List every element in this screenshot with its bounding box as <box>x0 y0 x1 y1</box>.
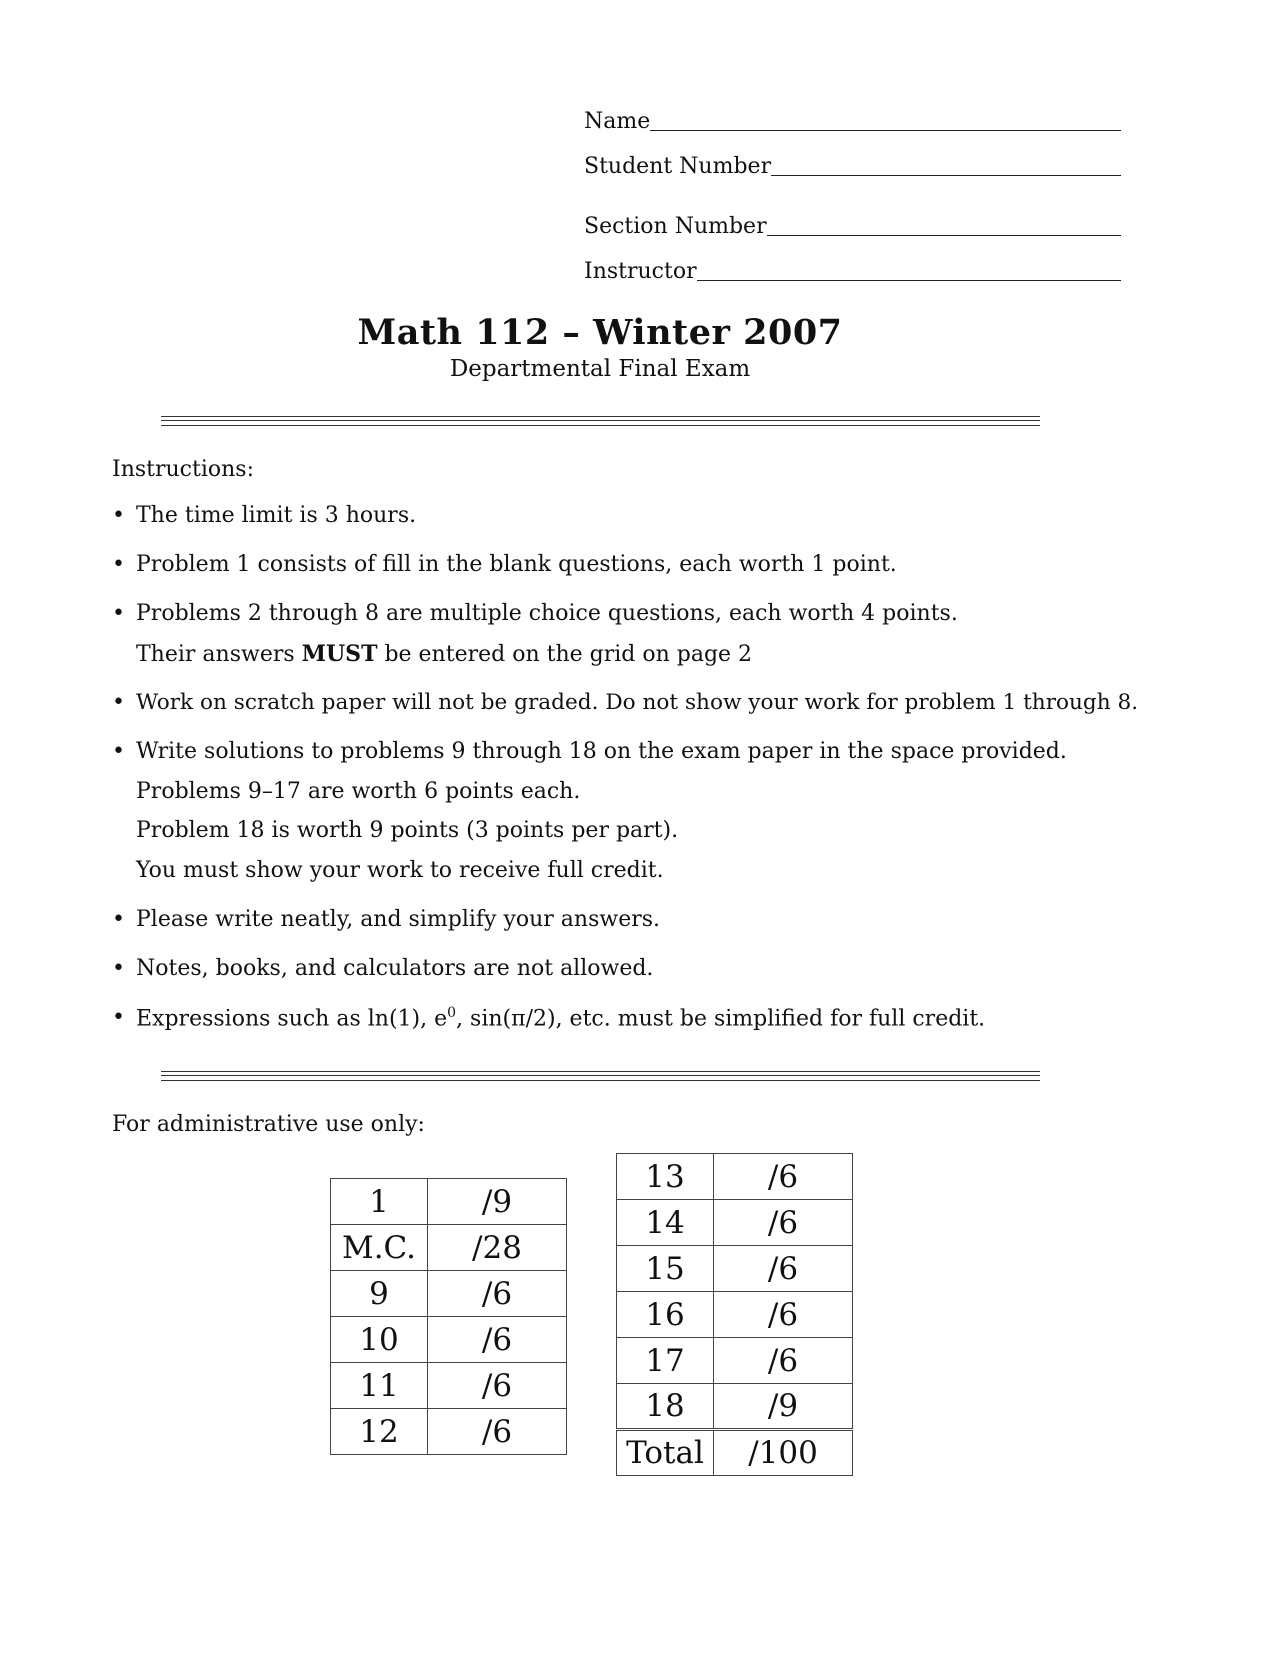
student-number-label: Student Number <box>584 154 772 179</box>
divider-bottom <box>161 1071 1040 1082</box>
problem-number-cell: M.C. <box>331 1225 428 1271</box>
simplify-suffix: , sin(π/2), etc. must be simplified for full credit. <box>456 1006 986 1032</box>
problem-number-cell: Total <box>617 1430 714 1476</box>
section-number-label: Section Number <box>584 214 767 239</box>
score-row <box>617 1384 853 1430</box>
answer-grid-emphasis: MUST <box>301 641 378 667</box>
answer-grid-prefix: Their answers <box>136 642 295 667</box>
problem-number-cell: 12 <box>331 1409 428 1455</box>
problem-number-cell: 1 <box>331 1179 428 1225</box>
score-row <box>617 1430 853 1476</box>
problem-number-cell: 11 <box>331 1363 428 1409</box>
bullet-icon <box>112 601 125 626</box>
points-cell[interactable]: /6 <box>428 1317 567 1363</box>
instruction-answer-grid <box>136 641 752 667</box>
problem-number-cell: 9 <box>331 1271 428 1317</box>
score-table-right <box>616 1153 853 1476</box>
score-row <box>617 1246 853 1292</box>
bullet-icon <box>112 1005 125 1030</box>
score-row <box>617 1154 853 1200</box>
problem-number-cell: 15 <box>617 1246 714 1292</box>
score-row <box>331 1271 567 1317</box>
bullet-icon <box>112 739 125 764</box>
instruction-no-calculators: Notes, books, and calculators are not allowed. <box>136 956 654 981</box>
instruction-problem-1: Problem 1 consists of fill in the blank questions, each worth 1 point. <box>136 552 897 577</box>
instruction-scratch-paper: Work on scratch paper will not be graded. Do not show your work for problem 1 through 8. <box>136 690 1139 715</box>
points-cell[interactable]: /6 <box>428 1409 567 1455</box>
points-cell[interactable]: /6 <box>714 1200 853 1246</box>
problem-number-cell: 17 <box>617 1338 714 1384</box>
instruction-points-9-17: Problems 9–17 are worth 6 points each. <box>136 779 581 804</box>
simplify-prefix: Expressions such as ln(1), e <box>136 1006 448 1032</box>
problem-number-cell: 16 <box>617 1292 714 1338</box>
instruction-show-work: You must show your work to receive full credit. <box>136 858 664 883</box>
problem-number-cell: 18 <box>617 1384 714 1430</box>
score-row <box>617 1200 853 1246</box>
section-number-field[interactable] <box>584 211 1121 239</box>
instruction-points-18: Problem 18 is worth 9 points (3 points per part). <box>136 818 679 843</box>
instruction-simplify <box>136 1005 985 1031</box>
points-cell[interactable]: /6 <box>714 1154 853 1200</box>
instructions-heading: Instructions: <box>112 457 254 482</box>
instructor-label: Instructor <box>584 259 697 284</box>
bullet-icon <box>112 503 125 528</box>
answer-grid-suffix: be entered on the grid on page 2 <box>384 642 753 667</box>
exam-title: Math 112 – Winter 2007 <box>357 312 843 353</box>
bullet-icon <box>112 690 125 715</box>
points-cell[interactable]: /9 <box>428 1179 567 1225</box>
bullet-icon <box>112 552 125 577</box>
score-row <box>331 1225 567 1271</box>
admin-heading: For administrative use only: <box>112 1112 425 1137</box>
bullet-icon <box>112 956 125 981</box>
points-cell[interactable]: /6 <box>428 1271 567 1317</box>
points-cell[interactable]: /28 <box>428 1225 567 1271</box>
instructor-field[interactable] <box>584 256 1121 284</box>
points-cell[interactable]: /100 <box>714 1430 853 1476</box>
score-row <box>617 1292 853 1338</box>
score-table-left <box>330 1178 567 1455</box>
name-field[interactable] <box>584 106 1121 134</box>
instruction-neatly: Please write neatly, and simplify your answers. <box>136 907 661 932</box>
points-cell[interactable]: /6 <box>428 1363 567 1409</box>
score-row <box>331 1363 567 1409</box>
student-number-field[interactable] <box>584 151 1121 179</box>
name-label: Name <box>584 109 651 134</box>
problem-number-cell: 14 <box>617 1200 714 1246</box>
bullet-icon <box>112 907 125 932</box>
points-cell[interactable]: /9 <box>714 1384 853 1430</box>
score-row <box>331 1317 567 1363</box>
instruction-multiple-choice: Problems 2 through 8 are multiple choice questions, each worth 4 points. <box>136 601 958 626</box>
exam-subtitle: Departmental Final Exam <box>449 356 751 382</box>
instruction-solutions: Write solutions to problems 9 through 18 on the exam paper in the space provided. <box>136 739 1067 764</box>
score-row <box>617 1338 853 1384</box>
instruction-time-limit: The time limit is 3 hours. <box>136 503 417 528</box>
points-cell[interactable]: /6 <box>714 1246 853 1292</box>
points-cell[interactable]: /6 <box>714 1292 853 1338</box>
score-row <box>331 1409 567 1455</box>
problem-number-cell: 10 <box>331 1317 428 1363</box>
simplify-superscript: 0 <box>447 1005 457 1021</box>
problem-number-cell: 13 <box>617 1154 714 1200</box>
score-row <box>331 1179 567 1225</box>
divider-top <box>161 416 1040 427</box>
points-cell[interactable]: /6 <box>714 1338 853 1384</box>
